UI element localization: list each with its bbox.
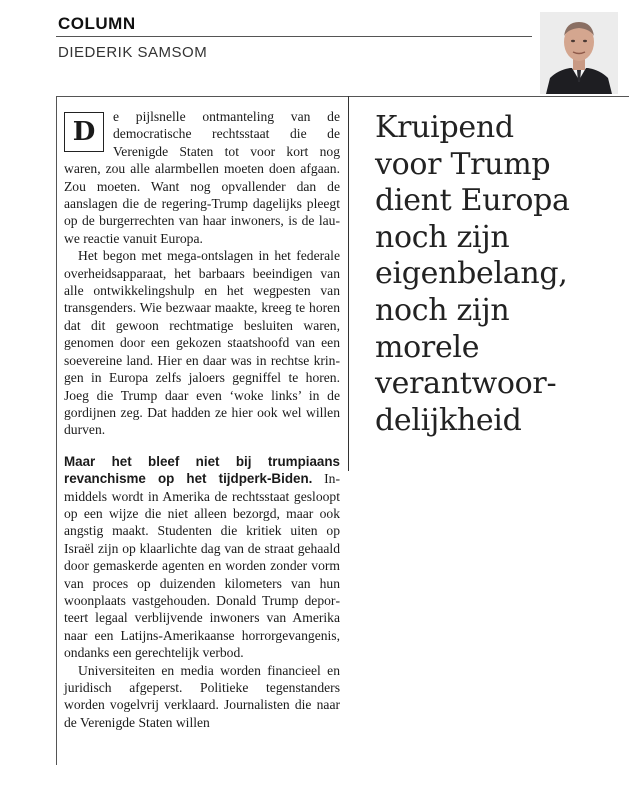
pull-quote-line: noch zijn	[375, 219, 510, 255]
article-body	[64, 108, 340, 731]
pull-quote-line: morele	[375, 329, 480, 365]
pull-quote-line: Kruipend	[375, 110, 514, 145]
paragraph-3-text: Inmiddels wordt in Amerika de rechtsstaat gesloopt op een wijze die niet alleen bezorgd, maar ook angstig maakt. Studenten die kritiek uiten op Israël zijn op klaarlichte dag van de straat gehaald door gemaskerde agenten en worden zonder vorm van proces op duizenden kilometers van hun woonplaats vastgehouden. Donald Trump deporteert legaal verblijvende inwoners van Amerika naar een Latijns-Amerikaanse horrorgevangenis, ondanks een gerechtelijk verbod.	[64, 471, 340, 661]
subheading: Maar het bleef niet bij trumpiaans revanchisme op het tijdperk-Biden.	[64, 453, 340, 487]
paragraph-1-text: e pijlsnelle ontmanteling van de democratische rechtsstaat die de Verenigde Staten tot voor kort nog waren, zou alle alarmbellen moeten doen afgaan. Zou moeten. Want nog opvallender dan de aanslagen die de regering-Trump dagelijks pleegt op de burgerrechten van haar inwoners, is de lauwe reactie vanuit Europa.	[64, 109, 340, 246]
pull-quote-line: voor Trump	[375, 146, 551, 182]
pull-quote-line: verantwoor-	[375, 366, 557, 402]
header-rule	[56, 36, 532, 37]
column-divider	[348, 96, 349, 471]
paragraph-2: Het begon met mega-ontslagen in het federale overheidsapparaat, het barbaars beeindigen van alle ontwikkelingshulp en het wegpesten van transgenders. Wie bezwaar maakte, kreeg te horen dat dit gewoon rechtmatige besluiten waren, genomen door een gekozen staatshoofd van een soevereine land. Hier en daar was in rechtse kringen in Europa zelfs jaloers gegniffel te horen. Joeg die Trump daar even ‘woke links’ in de gordijnen zeg. Dat hadden ze hier ook wel willen durven.	[64, 248, 340, 438]
author-name: DIEDERIK SAMSOM	[58, 44, 208, 61]
column-header	[0, 0, 630, 100]
author-photo	[540, 12, 618, 94]
pull-quote-line: dient Europa	[375, 183, 570, 219]
pull-quote	[375, 110, 620, 439]
pull-quote-line: delijkheid	[375, 402, 522, 438]
drop-cap: D	[64, 112, 104, 152]
paragraph-1	[64, 108, 340, 247]
paragraph-4: Universiteiten en media worden financieel en juridisch afgeperst. Politieke tegenstanders worden vogelvrij verklaard. Journalisten die naar de Verenigde Staten willen	[64, 662, 340, 730]
author-portrait-illustration	[540, 12, 618, 94]
pull-quote-line: noch zijn	[375, 292, 510, 328]
pull-quote-line: eigenbelang,	[375, 256, 568, 292]
paragraph-3	[64, 453, 340, 662]
section-kicker: COLUMN	[58, 14, 136, 33]
